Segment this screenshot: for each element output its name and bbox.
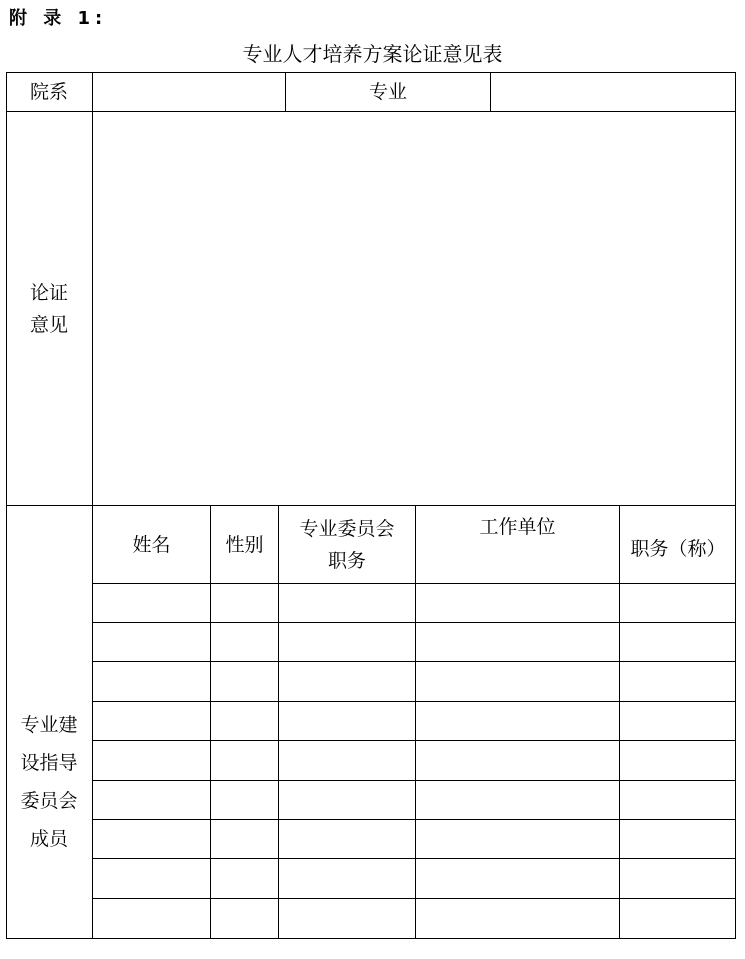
committee-position-cell[interactable]	[279, 623, 415, 661]
workplace-cell[interactable]	[416, 623, 619, 661]
committee-position-cell[interactable]	[279, 899, 415, 938]
title-cell[interactable]	[620, 741, 736, 780]
dept-label: 院系	[29, 80, 68, 103]
column-header-line: 职务	[327, 549, 366, 572]
name-cell[interactable]	[93, 899, 210, 938]
title-cell[interactable]	[620, 859, 736, 898]
workplace-cell[interactable]	[416, 899, 619, 938]
title-cell[interactable]	[620, 702, 736, 740]
title-cell[interactable]	[620, 623, 736, 661]
committee-position-cell[interactable]	[279, 859, 415, 898]
name-cell[interactable]	[93, 623, 210, 661]
workplace-cell[interactable]	[416, 859, 619, 898]
name-cell[interactable]	[93, 741, 210, 780]
form-title: 专业人才培养方案论证意见表	[242, 42, 503, 66]
opinion-label-line: 意见	[29, 313, 68, 336]
gender-cell[interactable]	[211, 662, 278, 701]
major-field[interactable]	[491, 72, 736, 111]
committee-label-line: 成员	[29, 827, 68, 850]
name-cell[interactable]	[93, 662, 210, 701]
gender-cell[interactable]	[211, 741, 278, 780]
committee-position-cell[interactable]	[279, 781, 415, 819]
workplace-cell[interactable]	[416, 741, 619, 780]
committee-label	[6, 506, 92, 939]
committee-position-cell[interactable]	[279, 662, 415, 701]
gender-cell[interactable]	[211, 584, 278, 622]
committee-position-cell[interactable]	[279, 702, 415, 740]
name-cell[interactable]	[93, 781, 210, 819]
committee-position-cell[interactable]	[279, 741, 415, 780]
column-header-line: 专业委员会	[299, 517, 395, 540]
opinion-field[interactable]	[93, 112, 736, 505]
committee-label-line: 设指导	[20, 751, 78, 774]
gender-cell[interactable]	[211, 702, 278, 740]
column-header-name: 姓名	[132, 533, 171, 556]
column-header-title: 职务（称）	[630, 537, 726, 560]
name-cell[interactable]	[93, 702, 210, 740]
gender-cell[interactable]	[211, 859, 278, 898]
name-cell[interactable]	[93, 584, 210, 622]
major-label: 专业	[368, 80, 407, 103]
title-cell[interactable]	[620, 662, 736, 701]
opinion-label-line: 论证	[29, 281, 68, 304]
workplace-cell[interactable]	[416, 781, 619, 819]
committee-label-line: 专业建	[20, 713, 78, 736]
gender-cell[interactable]	[211, 781, 278, 819]
name-cell[interactable]	[93, 820, 210, 858]
committee-label-line: 委员会	[20, 789, 78, 812]
column-header-gender: 性别	[225, 533, 264, 556]
appendix-label: 附 录 1:	[9, 8, 108, 29]
name-cell[interactable]	[93, 859, 210, 898]
opinion-label	[6, 112, 92, 505]
workplace-cell[interactable]	[416, 820, 619, 858]
dept-field[interactable]	[93, 72, 285, 111]
workplace-cell[interactable]	[416, 584, 619, 622]
workplace-cell[interactable]	[416, 662, 619, 701]
committee-position-cell[interactable]	[279, 820, 415, 858]
title-cell[interactable]	[620, 781, 736, 819]
title-cell[interactable]	[620, 584, 736, 622]
gender-cell[interactable]	[211, 623, 278, 661]
committee-position-cell[interactable]	[279, 584, 415, 622]
column-header-workplace: 工作单位	[479, 516, 556, 538]
title-cell[interactable]	[620, 899, 736, 938]
workplace-cell[interactable]	[416, 702, 619, 740]
gender-cell[interactable]	[211, 820, 278, 858]
title-cell[interactable]	[620, 820, 736, 858]
column-header-committee-position	[279, 506, 415, 583]
gender-cell[interactable]	[211, 899, 278, 938]
